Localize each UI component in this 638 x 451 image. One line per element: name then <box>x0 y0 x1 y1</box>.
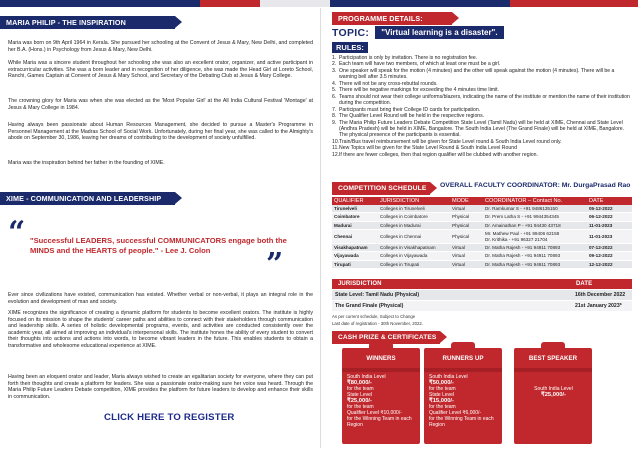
prize-details <box>429 374 498 428</box>
programme-heading: PROGRAMME DETAILS: <box>332 12 452 25</box>
inspiration-para-5: Maria was the inspiration behind her father in the founding of XIME. <box>8 160 165 166</box>
prize-line: for the team <box>347 386 374 392</box>
rule-text: If there are fewer colleges, then that region qualifier will be clubbed with another region. <box>339 151 538 158</box>
prize-title: RUNNERS UP <box>424 348 502 372</box>
prize-line: for the team <box>347 404 374 410</box>
prize-line: for the Winning Team in each Region <box>347 416 412 428</box>
schedule-cell: Dr. Amainathan P - +91 94430 43718 <box>483 221 587 229</box>
schedule-cell: 11-01-2023 <box>587 230 632 244</box>
schedule-column-header: QUALIFIER <box>332 197 378 205</box>
rule-text: Each team will have two members, of which at least one must be a girl. <box>339 61 501 68</box>
inspiration-para-2: While Maria was a sincere student throughout her schooling she was also an excellent orator, organizer, and active participant in extracurricular activities. She was a born leader and in recognition of her diligence, she was made the Head Girl at Loreto School, Ranchi, Games Captain at Convent of Jesus & Mary School, and Secretary of the Debating Club at Jesus & Mary College. <box>8 60 313 80</box>
jurisdiction-table <box>332 290 632 312</box>
quote-block <box>8 214 313 282</box>
schedule-cell: Dr. Prem Latha S - +91 9944354345 <box>483 213 587 221</box>
right-column <box>320 0 638 451</box>
prize-card <box>424 348 502 444</box>
schedule-cell: Visakhapatnam <box>332 244 378 252</box>
schedule-cell: Dr. Ramkumar S - +91 9486135150 <box>483 205 587 213</box>
prize-line: ₹25,000/- <box>347 398 372 404</box>
schedule-cell: Chennai <box>332 230 378 244</box>
topic-value: "Virtual learning is a disaster". <box>375 26 503 39</box>
rules-label: RULES: <box>332 42 368 53</box>
schedule-cell: Tirupati <box>332 260 378 268</box>
schedule-table <box>332 197 632 269</box>
rule-number: 12. <box>332 151 340 158</box>
prize-details <box>519 386 588 398</box>
jurisdiction-cell: The Grand Finale (Physical) <box>332 301 572 312</box>
rule-number: 4. <box>332 80 337 87</box>
schedule-cell: Colleges in Visakhapatnam <box>378 244 450 252</box>
rule-number: 3. <box>332 67 337 74</box>
prize-title: BEST SPEAKER <box>514 348 592 372</box>
schedule-cell: Madurai <box>332 221 378 229</box>
schedule-cell: Virtual <box>450 205 483 213</box>
schedule-cell: Dr. Matha Rajesh - +91 94911 70893 <box>483 260 587 268</box>
schedule-cell: Colleges in Tirunelveli <box>378 205 450 213</box>
rule-number: 10. <box>332 138 340 145</box>
rule-text: There will be negative markings for exceeding the 4 minutes time limit. <box>339 87 500 94</box>
rule-text: Participation is only by invitation. There is no registration fee. <box>339 55 478 61</box>
schedule-row <box>332 221 632 229</box>
rule-number: 7. <box>332 106 337 113</box>
prize-line: ₹80,000/- <box>347 380 372 386</box>
schedule-column-header: MODE <box>450 197 483 205</box>
jurisdiction-date-header: DATE <box>576 281 593 287</box>
schedule-cell: Virtual <box>450 244 483 252</box>
rule-item <box>332 94 632 107</box>
rule-text: There will not be any cross-rebuttal rounds. <box>339 80 438 87</box>
schedule-column-header: JURISDICTION <box>378 197 450 205</box>
schedule-row <box>332 205 632 213</box>
prize-line: for the team <box>429 386 456 392</box>
prize-card <box>514 348 592 444</box>
schedule-column-header: DATE <box>587 197 632 205</box>
schedule-cell: 12-12-2022 <box>587 260 632 268</box>
rule-number: 1. <box>332 55 337 61</box>
schedule-cell: 07-12-2022 <box>587 244 632 252</box>
inspiration-heading: MARIA PHILIP - THE INSPIRATION <box>0 16 175 29</box>
schedule-column-header: COORDINATOR – Contact No. <box>483 197 587 205</box>
topic-row <box>332 26 504 39</box>
rule-number: 11. <box>332 145 339 152</box>
schedule-cell: Colleges in Vijayawada <box>378 252 450 260</box>
schedule-cell: Colleges in Chennai <box>378 230 450 244</box>
schedule-cell: Physical <box>450 230 483 244</box>
rule-item <box>332 120 632 139</box>
faculty-coordinator: OVERALL FACULTY COORDINATOR: Mr. DurgaPrasad Rao <box>440 182 631 189</box>
rule-text: New Topics will be given for the State Level Round & South India Level Round <box>339 145 517 152</box>
schedule-row <box>332 252 632 260</box>
xime-para-1: Ever since civilizations have existed, communication has existed. Whether verbal or non-verbal, it plays an integral role in the evolution and development of man and society. <box>8 292 313 305</box>
open-quote-icon: “ <box>8 215 26 250</box>
rule-item <box>332 152 632 158</box>
schedule-cell: Coimbatore <box>332 213 378 221</box>
rule-text: The Maria Philip Future Leaders Debate Competition State Level (Tamil Nadu) will be held at XIME, Chennai and State Level (Andhra Pradesh) will be held in XIME, Bangalore. The South India Level (The Grand Finale) will be held at XIME, Bangalore. The physical presence of the participants is essential. <box>339 119 625 139</box>
prize-line: ₹50,000/- <box>429 380 454 386</box>
schedule-cell: Virtual <box>450 252 483 260</box>
rule-text: The Qualifier Level Round will be held in the respective regions. <box>339 113 485 120</box>
prize-line: for the team <box>429 404 456 410</box>
schedule-cell: 06-12-2022 <box>587 213 632 221</box>
schedule-cell: Mr. Mathew Paul - +91 99406 62158 Dr. Krithika - +91 96327 21704 <box>483 230 587 244</box>
prize-title: WINNERS <box>342 348 420 372</box>
rule-text: One speaker will speak for the motion (4 minutes) and the other will speak against the motion (4 minutes). There will be a warning bell after 3.5 minutes. <box>339 67 615 81</box>
jurisdiction-row <box>332 290 632 301</box>
inspiration-para-3: The crowning glory for Maria was when she was elected as the 'Most Popular Girl' at the All India Cultural Festival 'Montage' at Jesus & Mary College in 1984. <box>8 98 313 111</box>
schedule-cell: Virtual <box>450 260 483 268</box>
registration-deadline: Last date of registration - 30th November, 2022. <box>332 321 424 326</box>
schedule-cell: Colleges in Tirupati <box>378 260 450 268</box>
schedule-note: As per current schedule, Subject to Change <box>332 314 416 319</box>
rule-text: Participants must bring their College ID cards for participation. <box>339 106 481 113</box>
schedule-cell: Colleges in Madurai <box>378 221 450 229</box>
prize-line: State Level <box>429 392 455 398</box>
jurisdiction-header: JURISDICTION DATE <box>332 279 632 289</box>
prize-line: State Level <box>347 392 373 398</box>
inspiration-para-4: Having always been passionate about Human Resources Management, she decided to pursue a Master's Programme in Personnel Management at the Madras School of Social Work. Unfortunately, during her final year, she was called to the Almighty's abode on September 30, 1986, leaving her dreams of contributing to the development of society unfulfilled. <box>8 122 313 142</box>
register-link[interactable]: CLICK HERE TO REGISTER <box>104 412 235 423</box>
prize-details <box>347 374 416 428</box>
rule-text: Teams should not wear their college uniforms/blazers, indicating the name of the institute or mention the name of their institution during the competition. <box>339 93 630 107</box>
schedule-cell: 11-01-2023 <box>587 221 632 229</box>
prize-line: South India Level <box>429 374 468 380</box>
xime-para-2: XIME recognizes the significance of creating a dynamic platform for students to become excellent orators. The institute is highly focused on its mission to shape the students' career paths and abilities to connect with their stakeholders through communication and leadership skills. A series of holistic developmental programs, events, and activities are conducted consistently over the academic year, all aimed at improving an individual's interpersonal skills. The institute hones the ability of every student to convert their thoughts into actions and actions into words, to become vibrant leaders in the future. This enables students to obtain a transformative and wholesome educational experience at XIME. <box>8 310 313 349</box>
inspiration-para-1: Maria was born on 9th April 1964 in Kerala. She pursued her schooling at the Convent of Jesus & Mary, New Delhi, and completed her B.A. (Hons.) in Psychology from Jesus & Mary, New Delhi. <box>8 40 313 53</box>
schedule-cell: Physical <box>450 213 483 221</box>
rule-number: 8. <box>332 113 337 120</box>
schedule-cell: Colleges in Coimbatore <box>378 213 450 221</box>
prize-line: ₹25,000/- <box>541 392 566 398</box>
prize-line: Qualifier Level ₹10,000/- <box>347 410 402 416</box>
prize-line: for the Winning Team in each Region <box>429 416 494 428</box>
schedule-cell: Physical <box>450 221 483 229</box>
jurisdiction-cell: 21st January 2023* <box>572 301 632 312</box>
prize-card <box>342 348 420 444</box>
prize-line: Qualifier Level ₹6,000/- <box>429 410 482 416</box>
schedule-row <box>332 213 632 221</box>
rule-number: 5. <box>332 87 337 94</box>
schedule-heading: COMPETITION SCHEDULE <box>332 182 430 195</box>
schedule-cell: Dr. Matha Rajesh - +91 94911 70893 <box>483 244 587 252</box>
prize-heading: CASH PRIZE & CERTIFICATES <box>332 331 440 344</box>
rules-list <box>332 55 632 158</box>
rule-number: 6. <box>332 93 337 100</box>
schedule-cell: Dr. Matha Rajesh - +91 94911 70893 <box>483 252 587 260</box>
schedule-cell: 09-12-2022 <box>587 252 632 260</box>
schedule-cell: 05-12-2022 <box>587 205 632 213</box>
close-quote-icon: ” <box>266 247 284 282</box>
schedule-row <box>332 260 632 268</box>
topic-label: TOPIC: <box>332 26 370 39</box>
rule-item <box>332 68 632 81</box>
quote-text: "Successful LEADERS, successful COMMUNICATORS engage both the MINDS and the HEARTS of people." - Lee J. Colon <box>30 236 287 255</box>
jurisdiction-row <box>332 301 632 312</box>
prize-line: South India Level <box>347 374 386 380</box>
rule-number: 2. <box>332 61 337 68</box>
schedule-cell: Vijayawada <box>332 252 378 260</box>
xime-heading: XIME - COMMUNICATION AND LEADERSHIP <box>0 192 175 205</box>
schedule-row <box>332 244 632 252</box>
prize-line: ₹15,000/- <box>429 398 454 404</box>
jurisdiction-cell: State Level: Tamil Nadu (Physical) <box>332 290 572 301</box>
jurisdiction-cell: 16th December 2022 <box>572 290 632 301</box>
schedule-row <box>332 230 632 244</box>
prize-line: South India Level <box>534 386 573 392</box>
xime-para-3: Having been an eloquent orator and leader, Maria always wished to create an egalitarian society for everyone, where they can put forth their thoughts and create a platform for leaders. She was a passionate orator-making sure her voice was heard. Through the Maria Philip Future Leaders Debate competition, XIME provides the platform for future leaders to develop and enhance their skills in communication. <box>8 374 313 400</box>
schedule-cell: Tirunelveli <box>332 205 378 213</box>
rule-number: 9. <box>332 119 337 126</box>
rule-text: Train/Bus travel reimbursement will be given for State Level round & South India Level round only. <box>339 138 562 145</box>
